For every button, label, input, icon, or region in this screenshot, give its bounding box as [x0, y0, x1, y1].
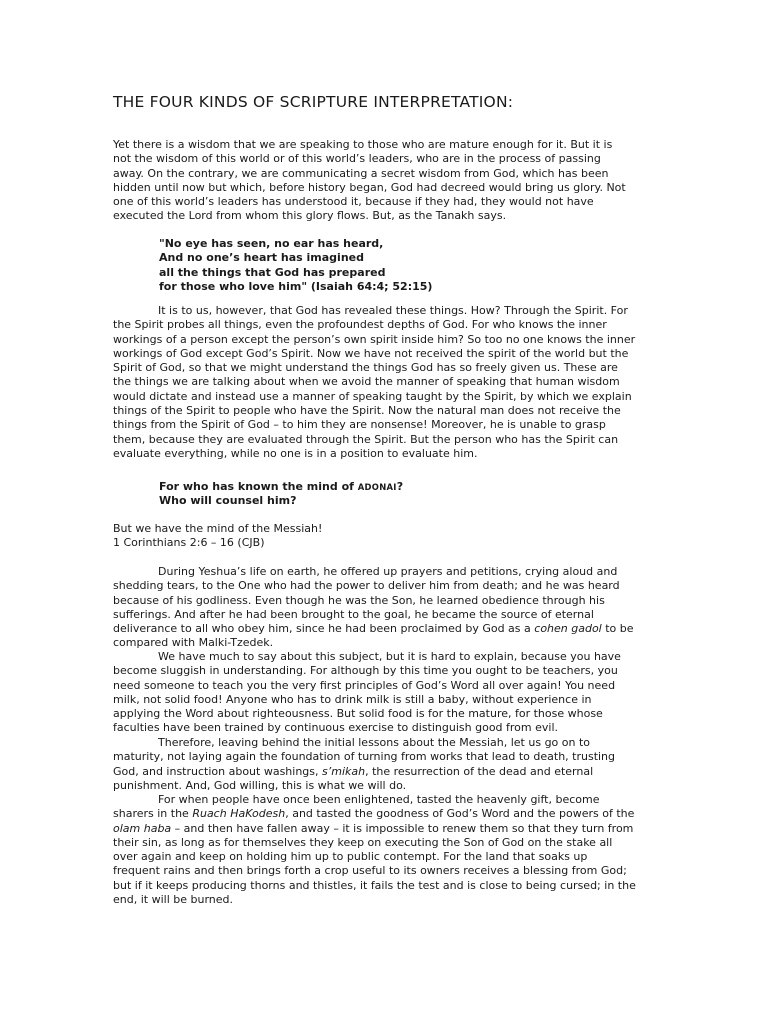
text-line: [113, 622, 673, 636]
text-line: workings of a person except the person’s own spirit inside him? So too no one knows the inner: [113, 332, 636, 346]
quote-line: all the things that God has prepared: [159, 265, 386, 279]
text-line: It is to us, however, that God has revealed these things. How? Through the Spirit. For: [158, 304, 628, 317]
text-line: Yet there is a wisdom that we are speaking to those who are mature enough for it. But it is: [113, 138, 613, 151]
text-line: hidden until now but which, before history began, God had decreed would bring us glory. Not: [113, 180, 626, 194]
text-line: things of the Spirit to people who have the Spirit. Now the natural man does not receive the: [113, 404, 621, 418]
text-line: because of his godliness. Even though he was the Son, he learned obedience through his: [113, 593, 605, 607]
text-line: applying the Word about righteousness. But solid food is for the mature, for those whose: [113, 707, 603, 721]
text-line: one of this world’s leaders has understood it, because if they had, they would not have: [113, 195, 594, 209]
text-run: God, and instruction about washings,: [113, 764, 323, 778]
text-line: workings of God except God’s Spirit. Now we have not received the spirit of the world but the: [113, 346, 629, 360]
italic-term: Ruach HaKodesh: [192, 807, 286, 821]
text-line: maturity, not laying again the foundation of turning from works that lead to death, trusting: [113, 750, 616, 764]
quote-line: [159, 480, 639, 494]
italic-term: s’mikah: [322, 764, 366, 778]
text-run: , the resurrection of the dead and eternal: [365, 764, 594, 778]
quote-line: And no one’s heart has imagined: [159, 251, 364, 265]
text-line: We have much to say about this subject, but it is hard to explain, because you have: [158, 650, 621, 663]
text-run: sharers in the: [113, 807, 193, 821]
paragraph-4: [113, 565, 673, 651]
page-title: THE FOUR KINDS OF SCRIPTURE INTERPRETATION:: [113, 93, 514, 111]
text-line: not the wisdom of this world or of this world’s leaders, who are in the process of passing: [113, 152, 601, 166]
text-line: would dictate and instead use a manner of speaking taught by the Spirit, by which we explain: [113, 389, 632, 403]
text-line: punishment. And, God willing, this is what we will do.: [113, 778, 407, 792]
paragraph-3: [113, 522, 673, 551]
text-run: to be: [601, 622, 634, 636]
text-line: over again and keep on holding him up to public contempt. For the land that soaks up: [113, 850, 588, 864]
text-line: the things we are talking about when we avoid the manner of speaking that human wisdom: [113, 375, 620, 389]
text-line: them, because they are evaluated through the Spirit. But the person who has the Spirit can: [113, 432, 619, 446]
italic-term: olam haba: [113, 821, 172, 835]
text-line: shedding tears, to the One who had the power to deliver him from death; and he was heard: [113, 579, 620, 593]
text-run: – and then have fallen away – it is impossible to renew them so that they turn from: [171, 821, 634, 835]
text-line: During Yeshua’s life on earth, he offered up prayers and petitions, crying aloud and: [158, 565, 618, 578]
text-line: the Spirit probes all things, even the profoundest depths of God. For who knows the inner: [113, 318, 607, 332]
text-line: away. On the contrary, we are communicating a secret wisdom from God, which has been: [113, 166, 609, 180]
quote-text: For who has known the mind of: [159, 480, 358, 493]
paragraph-1: [113, 138, 673, 224]
text-line: Spirit of God, so that we might understand the things God has so freely given us. These are: [113, 361, 618, 375]
text-line: frequent rains and then brings forth a crop useful to its owners receives a blessing from God;: [113, 864, 627, 878]
quote-line: "No eye has seen, no ear has heard,: [159, 237, 384, 250]
text-line: evaluate everything, while no one is in a position to evaluate him.: [113, 446, 478, 460]
text-line: need someone to teach you the very first principles of God’s Word all over again! You need: [113, 678, 616, 692]
text-line: compared with Malki-Tzedek.: [113, 636, 274, 650]
quote-text: ?: [396, 480, 404, 493]
scripture-quote-1: [159, 237, 639, 294]
text-line: executed the Lord from whom this glory flows. But, as the Tanakh says.: [113, 209, 507, 223]
paragraph-6: [113, 736, 673, 793]
paragraph-5: [113, 650, 673, 736]
text-line: faculties have been trained by continuous exercise to distinguish good from evil.: [113, 721, 559, 735]
text-line: their sin, as long as for themselves they keep on executing the Son of God on the stake all: [113, 835, 613, 849]
quote-line: Who will counsel him?: [159, 494, 297, 508]
text-line: sufferings. And after he had been brought to the goal, he became the source of eternal: [113, 607, 594, 621]
paragraph-2: [113, 304, 673, 461]
text-line: end, it will be burned.: [113, 893, 233, 907]
text-line: become sluggish in understanding. For although by this time you ought to be teachers, you: [113, 664, 618, 678]
text-line: But we have the mind of the Messiah!: [113, 522, 323, 535]
divine-name-small-caps: ADONAI: [357, 482, 397, 492]
paragraph-7: [113, 793, 673, 907]
scripture-reference: 1 Corinthians 2:6 – 16 (CJB): [113, 536, 265, 550]
text-run: deliverance to all who obey him, since he had been proclaimed by God as a: [113, 622, 535, 636]
text-line: things from the Spirit of God – to him they are nonsense! Moreover, he is unable to grasp: [113, 418, 606, 432]
text-line: but if it keeps producing thorns and thistles, it fails the test and is close to being cursed; in the: [113, 878, 636, 892]
text-line: [113, 765, 673, 779]
italic-term: cohen gadol: [534, 622, 602, 636]
text-line: milk, not solid food! Anyone who has to drink milk is still a baby, without experience in: [113, 692, 592, 706]
text-line: Therefore, leaving behind the initial lessons about the Messiah, let us go on to: [158, 736, 591, 749]
quote-line: for those who love him" (Isaiah 64:4; 52:15): [159, 279, 433, 293]
text-run: , and tasted the goodness of God’s Word and the powers of the: [285, 807, 635, 821]
text-line: For when people have once been enlightened, tasted the heavenly gift, become: [158, 793, 600, 806]
scripture-quote-2: [159, 480, 639, 509]
text-line: [113, 807, 673, 821]
text-line: [113, 822, 673, 836]
